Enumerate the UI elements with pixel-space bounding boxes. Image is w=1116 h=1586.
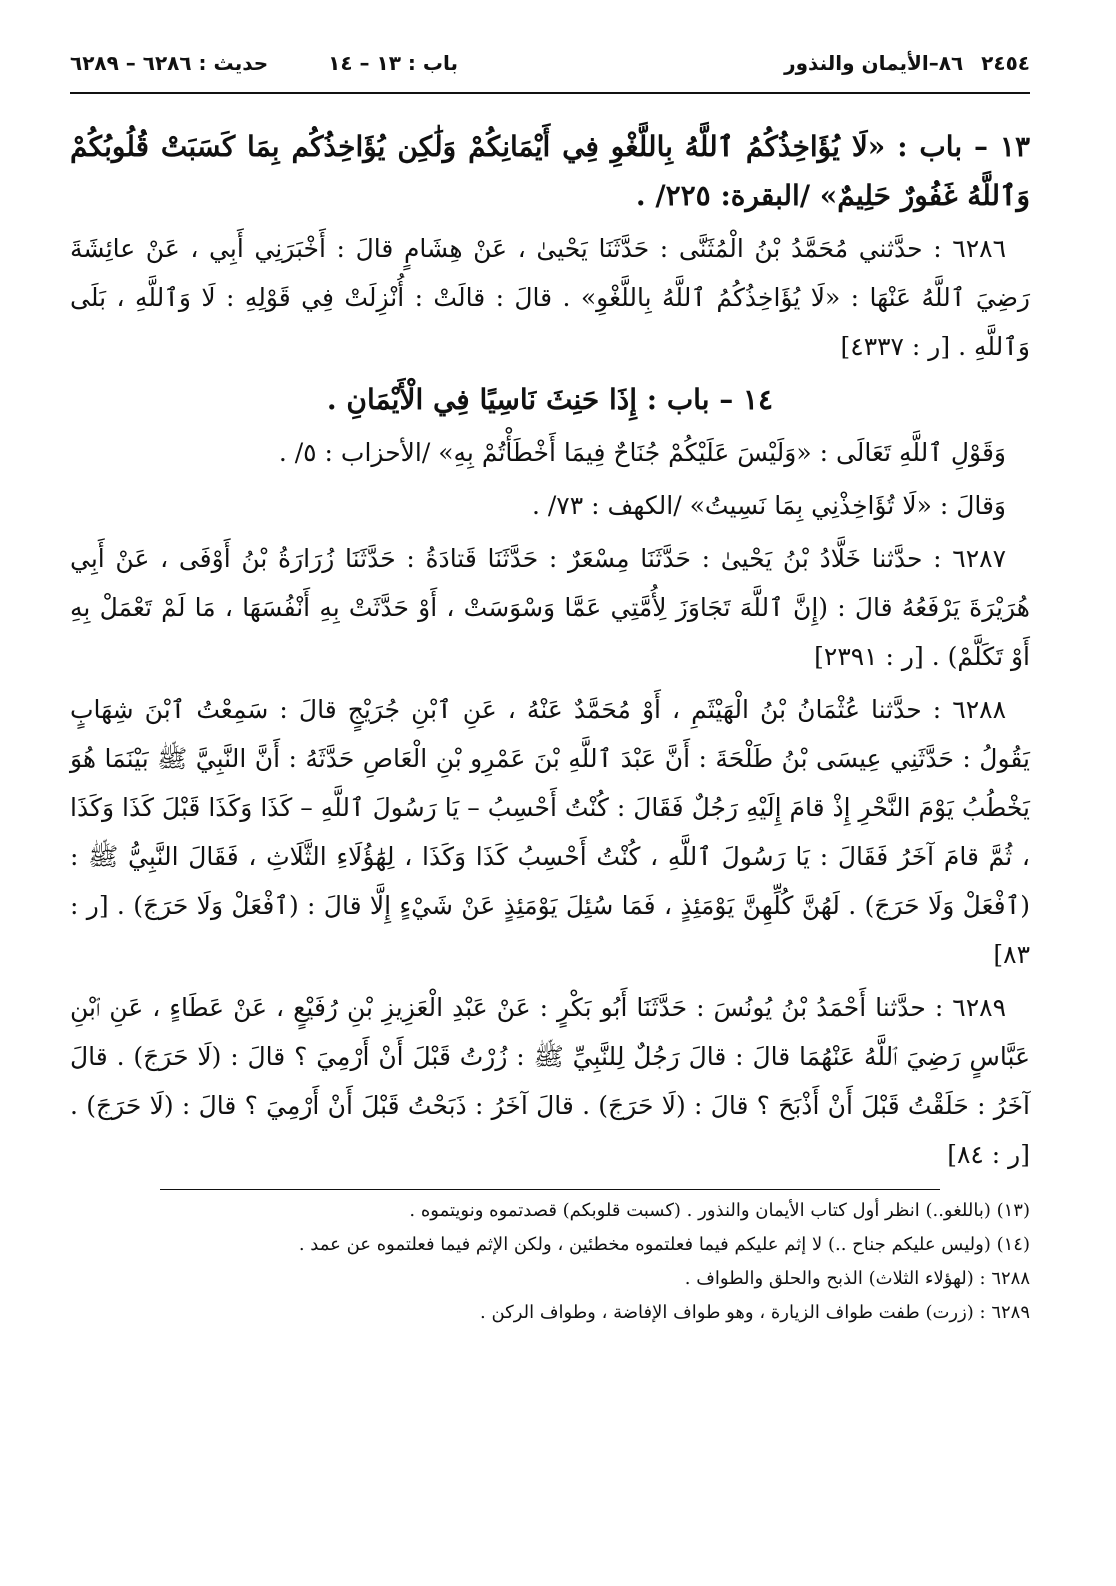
footnote-rule xyxy=(160,1189,940,1190)
footnote-6289: ٦٢٨٩ : (زرت) طفت طواف الزيارة ، وهو طواف الإفاضة ، وطواف الركن . xyxy=(480,1302,1030,1323)
footnote-14: (١٤) (وليس عليكم جناح ..) لا إثم عليكم فيما فعلتموه مخطئين ، ولكن الإثم فيما فعلتموه عن عمد . xyxy=(298,1234,1030,1255)
page-number: ٢٤٥٤ xyxy=(981,51,1030,75)
hadith-6286: ٦٢٨٦ : حدَّثني مُحَمَّدُ بْنُ الْمُثَنَّى : حَدَّثَنَا يَحْيىٰ ، عَنْ هِشَامٍ قالَ : أَخْبَرَنِي أَبِي ، عَنْ عائِشَةَ رَضِيَ ٱللَّهُ عَنْهَا : «لَا يُؤَاخِذُكُمُ ٱللَّهُ بِاللَّغْوِ» . قالَ : قالَتْ : أُنْزِلَتْ فِي قَوْلِهِ : لَا وَٱللَّهِ ، بَلَى وَٱللَّهِ . [ر : ٤٣٣٧] xyxy=(70,234,1030,361)
chapter-range: باب : ١٣ – ١٤ xyxy=(328,51,458,75)
header-rule xyxy=(70,92,1030,94)
footnote-6288: ٦٢٨٨ : (لهؤلاء الثلاث) الذبح والحلق والطواف . xyxy=(684,1268,1030,1289)
book-page xyxy=(70,40,1030,1330)
main-text xyxy=(70,122,1030,1179)
header-left xyxy=(70,51,458,75)
quran-quote-1: وَقَوْلِ ٱللَّهِ تَعَالَى : «وَلَيْسَ عَلَيْكُمْ جُنَاحٌ فِيمَا أَخْطَأْتُمْ بِهِ» /الأحزاب : ٥/ . xyxy=(278,438,1006,467)
footnotes xyxy=(70,1194,1030,1330)
chapter-14-heading: ١٤ – باب : إِذَا حَنِثَ نَاسِيًا فِي الْأَيْمَانِ . xyxy=(326,383,774,416)
hadith-6287: ٦٢٨٧ : حدَّثنا خَلَّادُ بْنُ يَحْيىٰ : حَدَّثَنَا مِسْعَرٌ : حَدَّثَنَا قَتادَةُ : حَدَّثَنَا زُرَارَةُ بْنُ أَوْفَى ، عَنْ أَبِي هُرَيْرَةَ يَرْفَعُهُ قالَ : (إِنَّ ٱللَّهَ تَجَاوَزَ لِأُمَّتِي عَمَّا وَسْوَسَتْ ، أَوْ حَدَّثَتْ بِهِ أَنْفُسَهَا ، مَا لَمْ تَعْمَلْ بِهِ أَوْ تَكَلَّمْ) . [ر : ٢٣٩١] xyxy=(70,544,1030,671)
hadith-6289: ٦٢٨٩ : حدَّثنا أَحْمَدُ بْنُ يُونُسَ : حَدَّثَنَا أَبُو بَكْرٍ : عَنْ عَبْدِ الْعَزِيزِ بْنِ رُفَيْعٍ ، عَنْ عَطَاءٍ ، عَنِ ٱبْنِ عَبَّاسٍ رَضِيَ ٱللَّهُ عَنْهُمَا قالَ : قالَ رَجُلٌ لِلنَّبِيِّ ﷺ : زُرْتُ قَبْلَ أَنْ أَرْمِيَ ؟ قالَ : (لَا حَرَجَ) . قالَ آخَرُ : حَلَقْتُ قَبْلَ أَنْ أَذْبَحَ ؟ قالَ : (لَا حَرَجَ) . قالَ آخَرُ : ذَبَحْتُ قَبْلَ أَنْ أَرْمِيَ ؟ قالَ : (لَا حَرَجَ) . [ر : ٨٤] xyxy=(70,993,1030,1169)
quran-quote-2: وَقالَ : «لَا تُؤَاخِذْنِي بِمَا نَسِيتُ» /الكهف : ٧٣/ . xyxy=(531,491,1006,520)
hadith-range: حديث : ٦٢٨٦ – ٦٢٨٩ xyxy=(70,51,269,75)
chapter-13-heading: ١٣ – باب : «لَا يُؤَاخِذُكُمُ ٱللَّهُ بِاللَّغْوِ فِي أَيْمَانِكُمْ وَلَٰكِن يُؤَاخِذُكُم بِمَا كَسَبَتْ قُلُوبُكُمْ وَٱللَّهُ غَفُورٌ حَلِيمٌ» /البقرة: ٢٢٥/ . xyxy=(70,130,1030,212)
hadith-6288: ٦٢٨٨ : حدَّثنا عُثْمَانُ بْنُ الْهَيْثَمِ ، أَوْ مُحَمَّدٌ عَنْهُ ، عَنِ ٱبْنِ جُرَيْجٍ قالَ : سَمِعْتُ ٱبْنَ شِهَابٍ يَقُولُ : حَدَّثَنِي عِيسَى بْنُ طَلْحَةَ : أَنَّ عَبْدَ ٱللَّهِ بْنَ عَمْرِو بْنِ الْعَاصِ حَدَّثَهُ : أَنَّ النَّبِيَّ ﷺ بَيْنَمَا هُوَ يَخْطُبُ يَوْمَ النَّحْرِ إِذْ قامَ إِلَيْهِ رَجُلٌ فَقَالَ : كُنْتُ أَحْسِبُ – يَا رَسُولَ ٱللَّهِ – كَذَا وَكَذَا قَبْلَ كَذَا وَكَذَا ، ثُمَّ قامَ آخَرُ فَقَالَ : يَا رَسُولَ ٱللَّهِ ، كُنْتُ أَحْسِبُ كَذَا وَكَذَا ، لِهَٰؤُلَاءِ الثَّلَاثِ ، فَقَالَ النَّبِيُّ ﷺ : (ٱفْعَلْ وَلَا حَرَجَ) . لَهُنَّ كُلِّهِنَّ يَوْمَئِذٍ ، فَمَا سُئِلَ يَوْمَئِذٍ عَنْ شَيْءٍ إِلَّا قالَ : (ٱفْعَلْ وَلَا حَرَجَ) . [ر : ٨٣] xyxy=(70,695,1030,969)
book-title: ٨٦–الأيمان والنذور xyxy=(784,51,964,75)
running-header xyxy=(70,40,1030,86)
header-right xyxy=(784,51,1030,75)
footnote-13: (١٣) (باللغو..) انظر أول كتاب الأيمان والنذور . (كسبت قلوبكم) قصدتموه ونويتموه . xyxy=(409,1200,1030,1221)
